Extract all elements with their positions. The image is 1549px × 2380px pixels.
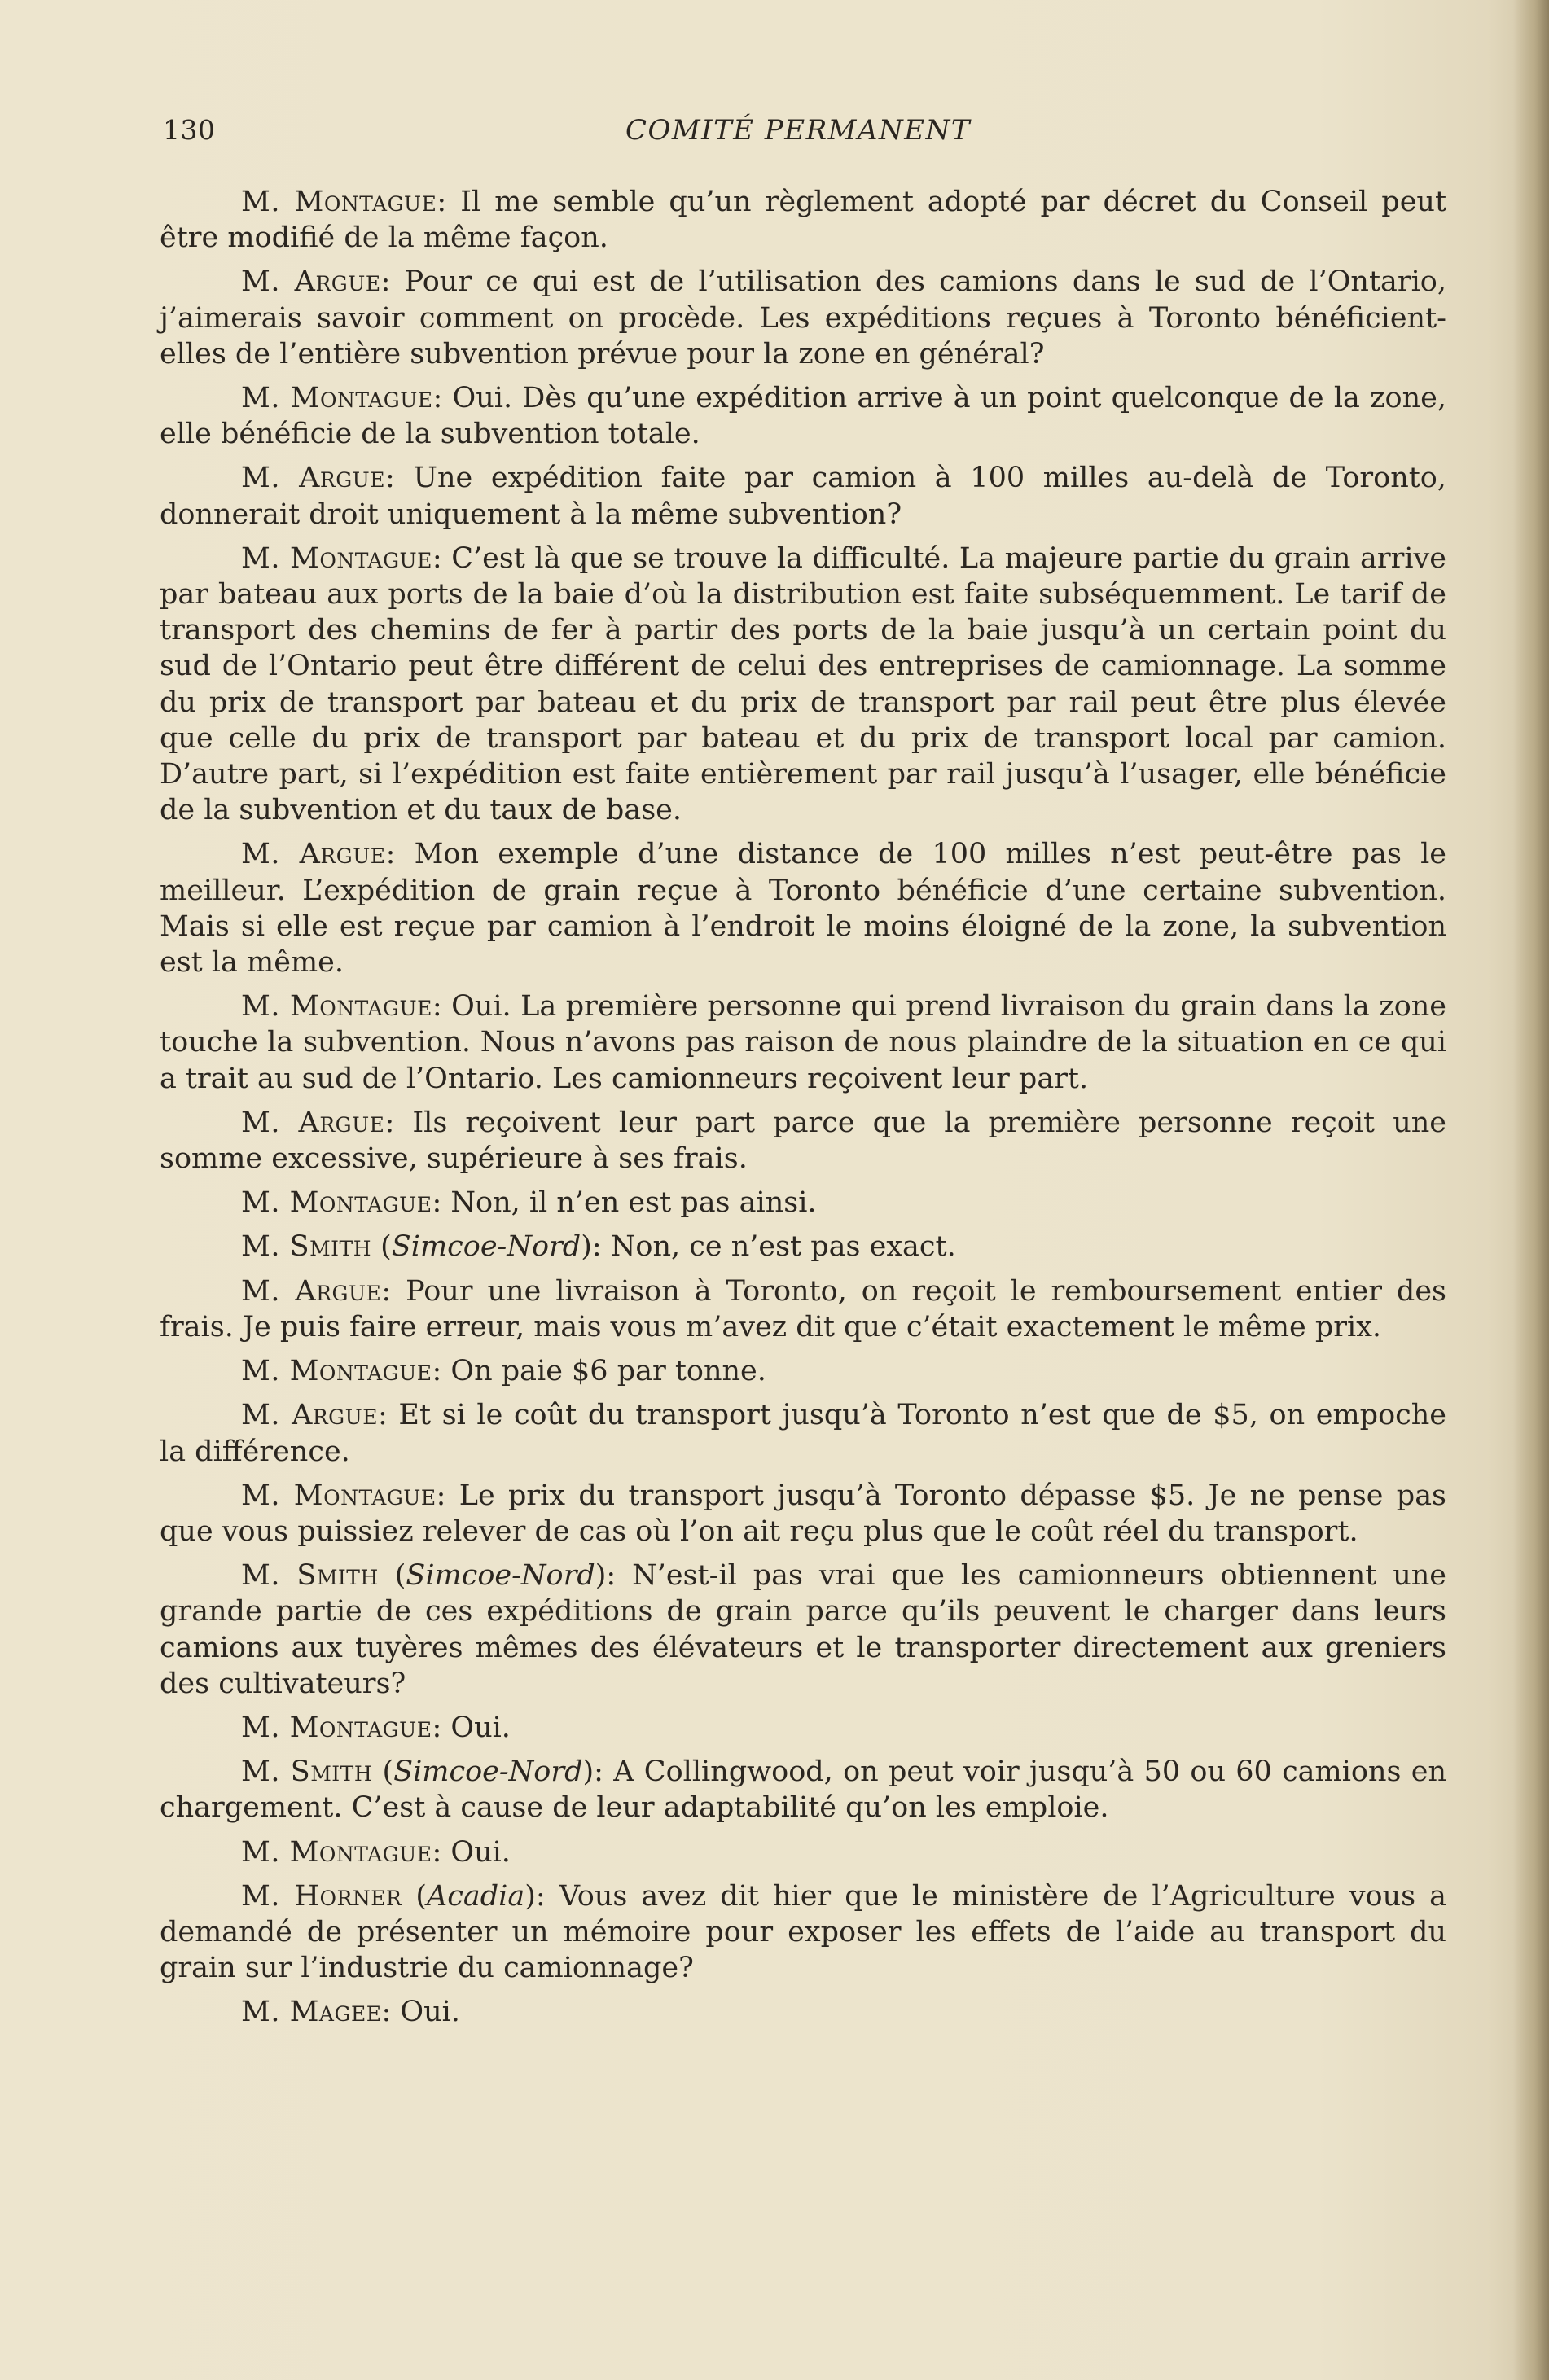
transcript-paragraph: M. Montague: C’est là que se trouve la difficulté. La majeure partie du grain arrive par bateau aux ports de la baie d’où la distribution est faite subséquemment. Le tarif de transport des chemins de fer à partir des ports de la baie jusqu’à un certain point du sud de l’Ontario peut être différent de celui des entreprises de camionnage. La somme du prix de transport par bateau et du prix de transport par rail peut être plus élevée que celle du prix de transport par bateau et du prix de transport local par camion. D’autre part, si l’expédition est faite entièrement par rail jusqu’à l’usager, elle bénéficie de la subvention et du taux de base.: [160, 541, 1447, 827]
speaker-name: M. Montague: [241, 382, 433, 415]
speaker-riding: Simcoe-Nord: [391, 1230, 581, 1264]
speech-text: Une expédition faite par camion à 100 milles au-delà de Toronto, donnerait droit uniquement à la même subvention?: [160, 462, 1446, 531]
speaker-name: M. Montague: [241, 541, 432, 575]
speech-text: Ils reçoivent leur part parce que la première personne reçoit une somme excessive, supérieure à ses frais.: [160, 1106, 1446, 1176]
speech-text: C’est là que se trouve la difficulté. La majeure partie du grain arrive par bateau aux ports de la baie d’où la distribution est faite subséquemment. Le tarif de transport des chemins de fer à partir des ports de la baie jusqu’à un certain point du sud de l’Ontario peut être différent de celui des entreprises de camionnage. La somme du prix de transport par bateau et du prix de transport par rail peut être plus élevée que celle du prix de transport par bateau et du prix de transport local par camion. D’autre part, si l’expédition est faite entièrement par rail jusqu’à l’usager, elle bénéficie de la subvention et du taux de base.: [160, 541, 1447, 827]
speaker-name: M. Montague: [241, 1355, 432, 1388]
speech-text: A Collingwood, on peut voir jusqu’à 50 ou 60 camions en chargement. C’est à cause de leur adaptabilité qu’on les emploie.: [160, 1755, 1447, 1825]
transcript-paragraph: M. Montague: Oui. Dès qu’une expédition arrive à un point quelconque de la zone, elle bénéficie de la subvention totale.: [160, 382, 1446, 451]
speech-text: Le prix du transport jusqu’à Toronto dépasse $5. Je ne pense pas que vous puissiez relever de cas où l’on ait reçu plus que le coût réel du transport.: [160, 1479, 1447, 1548]
speech-text: Mon exemple d’une distance de 100 milles n’est peut-être pas le meilleur. L’expédition de grain reçue à Toronto bénéficie d’une certaine subvention. Mais si elle est reçue par camion à l’endroit le moins éloigné de la zone, la subvention est la même.: [160, 838, 1447, 980]
transcript-body: [160, 184, 1446, 2039]
speaker-name: M. Montague: [241, 1479, 437, 1512]
speaker-name: M. Argue: [241, 1399, 378, 1432]
speech-text: Pour une livraison à Toronto, on reçoit le remboursement entier des frais. Je puis faire erreur, mais vous m’avez dit que c’était exactement le même prix.: [160, 1274, 1447, 1343]
transcript-paragraph: M. Argue: Pour une livraison à Toronto, on reçoit le remboursement entier des frais. Je puis faire erreur, mais vous m’avez dit que c’était exactement le même prix.: [160, 1274, 1447, 1343]
transcript-paragraph: M. Argue: Et si le coût du transport jusqu’à Toronto n’est que de $5, on empoche la différence.: [160, 1399, 1447, 1468]
transcript-paragraph: M. Montague: Oui.: [241, 1711, 511, 1744]
transcript-paragraph: M. Montague: Le prix du transport jusqu’à Toronto dépasse $5. Je ne pense pas que vous puissiez relever de cas où l’on ait reçu plus que le coût réel du transport.: [160, 1479, 1447, 1548]
speech-text: Pour ce qui est de l’utilisation des camions dans le sud de l’Ontario, j’aimerais savoir comment on procède. Les expéditions reçues à Toronto bénéficient-elles de l’entière subvention prévue pour la zone en général?: [160, 265, 1446, 370]
transcript-paragraph: M. Montague: Non, il n’en est pas ainsi.: [241, 1186, 817, 1220]
speaker-name: M. Smith: [241, 1559, 379, 1593]
speaker-riding: Simcoe-Nord: [393, 1755, 583, 1789]
speech-text: Non, il n’en est pas ainsi.: [450, 1186, 817, 1220]
speaker-name: M. Argue: [241, 462, 386, 495]
speech-text: Non, ce n’est pas exact.: [610, 1230, 956, 1264]
transcript-paragraph: M. Smith (Simcoe-Nord): Non, ce n’est pas exact.: [241, 1230, 956, 1264]
speech-text: Il me semble qu’un règlement adopté par décret du Conseil peut être modifié de la même façon.: [160, 186, 1447, 255]
speech-text: Et si le coût du transport jusqu’à Toronto n’est que de $5, on empoche la différence.: [160, 1399, 1447, 1468]
speaker-name: M. Argue: [241, 1106, 385, 1139]
speaker-name: M. Argue: [241, 838, 386, 871]
transcript-paragraph: M. Argue: Une expédition faite par camion à 100 milles au-delà de Toronto, donnerait droit uniquement à la même subvention?: [160, 462, 1446, 531]
speaker-name: M. Argue: [241, 1274, 382, 1308]
transcript-paragraph: M. Smith (Simcoe-Nord): N’est-il pas vrai que les camionneurs obtiennent une grande partie de ces expéditions de grain parce qu’ils peuvent le charger dans leurs camions aux tuyères mêmes des élévateurs et le transporter directement aux greniers des cultivateurs?: [160, 1559, 1447, 1700]
speaker-name: M. Montague: [241, 1711, 432, 1744]
transcript-paragraph: M. Montague: Il me semble qu’un règlement adopté par décret du Conseil peut être modifié de la même façon.: [160, 186, 1447, 255]
speaker-name: M. Montague: [241, 186, 437, 218]
transcript-paragraph: M. Horner (Acadia): Vous avez dit hier que le ministère de l’Agriculture vous a demandé de présenter un mémoire pour exposer les effets de l’aide au transport du grain sur l’industrie du camionnage?: [160, 1879, 1446, 1985]
speaker-name: M. Argue: [241, 265, 381, 299]
speech-text: Oui.: [450, 1835, 511, 1869]
transcript-paragraph: M. Montague: Oui.: [241, 1835, 511, 1869]
transcript-paragraph: M. Argue: Ils reçoivent leur part parce que la première personne reçoit une somme excessive, supérieure à ses frais.: [160, 1106, 1446, 1176]
page-number: 130: [163, 114, 216, 146]
speech-text: Oui.: [450, 1711, 511, 1744]
speaker-name: M. Magee: [241, 1996, 382, 2029]
transcript-paragraph: M. Smith (Simcoe-Nord): A Collingwood, on peut voir jusqu’à 50 ou 60 camions en chargement. C’est à cause de leur adaptabilité qu’on les emploie.: [160, 1755, 1447, 1825]
speaker-riding: Acadia: [427, 1879, 525, 1913]
speaker-name: M. Montague: [241, 990, 432, 1023]
speech-text: Oui.: [400, 1996, 460, 2029]
transcript-paragraph: M. Montague: Oui. La première personne qui prend livraison du grain dans la zone touche la subvention. Nous n’avons pas raison de nous plaindre de la situation en ce qui a trait au sud de l’Ontario. Les camionneurs reçoivent leur part.: [160, 990, 1447, 1095]
speech-text: On paie $6 par tonne.: [450, 1355, 766, 1388]
speaker-riding: Simcoe-Nord: [406, 1559, 595, 1593]
transcript-paragraph: M. Magee: Oui.: [241, 1996, 460, 2029]
speech-text: Oui. La première personne qui prend livraison du grain dans la zone touche la subvention. Nous n’avons pas raison de nous plaindre de la situation en ce qui a trait au sud de l’Ontario. Les camionneurs reçoivent leur part.: [160, 990, 1447, 1095]
page-header: [163, 114, 1433, 150]
speaker-name: M. Smith: [241, 1230, 372, 1264]
transcript-paragraph: M. Montague: On paie $6 par tonne.: [241, 1355, 766, 1388]
speech-text: Vous avez dit hier que le ministère de l’Agriculture vous a demandé de présenter un mémoire pour exposer les effets de l’aide au transport du grain sur l’industrie du camionnage?: [160, 1879, 1446, 1985]
running-head: COMITÉ PERMANENT: [625, 114, 972, 147]
speech-text: N’est-il pas vrai que les camionneurs obtiennent une grande partie de ces expéditions de grain parce qu’ils peuvent le charger dans leurs camions aux tuyères mêmes des élévateurs et le transporter directement aux greniers des cultivateurs?: [160, 1559, 1447, 1700]
speaker-name: M. Montague: [241, 1835, 432, 1869]
speaker-name: M. Montague: [241, 1186, 432, 1220]
transcript-paragraph: M. Argue: Mon exemple d’une distance de 100 milles n’est peut-être pas le meilleur. L’expédition de grain reçue à Toronto bénéficie d’une certaine subvention. Mais si elle est reçue par camion à l’endroit le moins éloigné de la zone, la subvention est la même.: [160, 838, 1447, 980]
speaker-name: M. Horner: [241, 1879, 402, 1913]
speech-text: Oui. Dès qu’une expédition arrive à un point quelconque de la zone, elle bénéficie de la subvention totale.: [160, 382, 1446, 451]
transcript-paragraph: M. Argue: Pour ce qui est de l’utilisation des camions dans le sud de l’Ontario, j’aimerais savoir comment on procède. Les expéditions reçues à Toronto bénéficient-elles de l’entière subvention prévue pour la zone en général?: [160, 265, 1446, 370]
speaker-name: M. Smith: [241, 1755, 373, 1789]
page-edge-shadow: [1513, 0, 1549, 2380]
